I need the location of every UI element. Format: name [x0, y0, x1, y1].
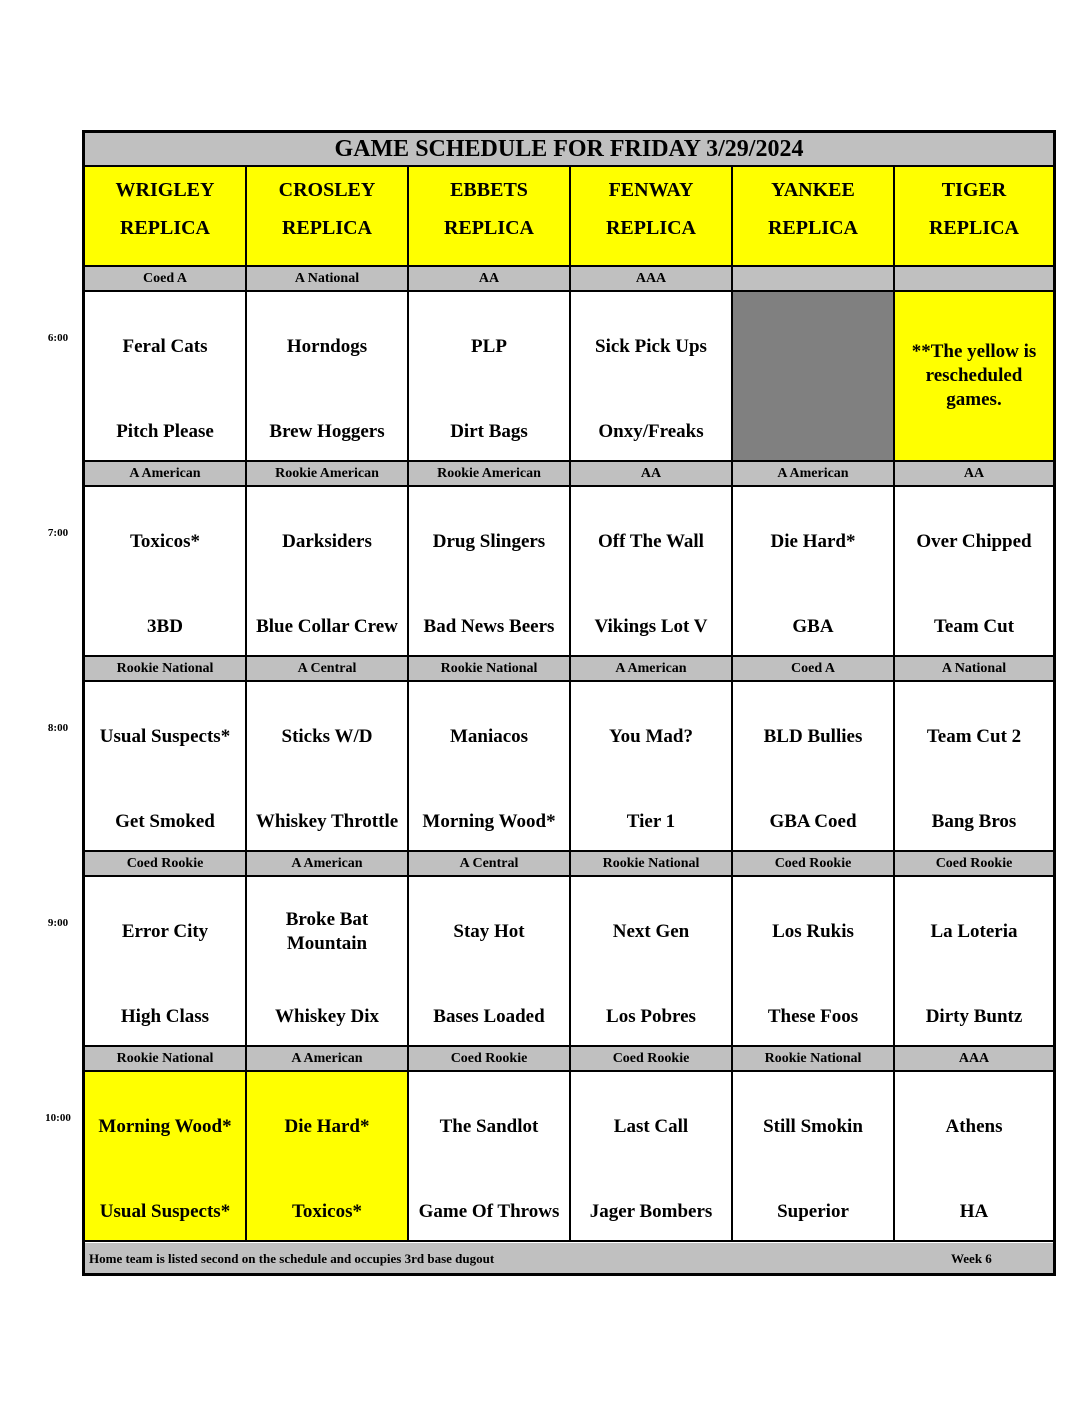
away-team: Morning Wood* [98, 1116, 232, 1137]
division-label [895, 267, 1053, 292]
home-team: Team Cut [933, 616, 1015, 637]
time-label: 8:00 [47, 722, 69, 734]
division-label: Coed A [85, 267, 247, 292]
home-team: 3BD [147, 616, 183, 637]
home-team: Bad News Beers [423, 616, 555, 637]
away-team: Error City [121, 921, 209, 942]
away-team: Maniacos [449, 726, 529, 747]
field-header [733, 167, 895, 267]
away-team: Feral Cats [122, 336, 208, 357]
game-cell [409, 1072, 571, 1242]
home-team: Bases Loaded [433, 1006, 545, 1027]
away-team: Drug Slingers [432, 531, 546, 552]
game-cell [571, 487, 733, 657]
away-team: Off The Wall [598, 531, 704, 552]
division-label: A Central [409, 852, 571, 877]
field-name: TIGER [941, 179, 1007, 201]
game-cell [247, 877, 409, 1047]
time-label: 9:00 [47, 917, 69, 929]
home-team: GBA Coed [769, 811, 857, 832]
game-cell [571, 1072, 733, 1242]
home-team: Whiskey Dix [275, 1006, 379, 1027]
division-label: Coed A [733, 657, 895, 682]
game-cell [733, 682, 895, 852]
away-team: Darksiders [282, 531, 372, 552]
home-team: Los Pobres [606, 1006, 696, 1027]
division-label: AAA [571, 267, 733, 292]
away-team: Usual Suspects* [99, 726, 231, 747]
division-label: A National [247, 267, 409, 292]
home-team: Toxicos* [291, 1201, 363, 1222]
home-team: Get Smoked [115, 811, 215, 832]
time-label: 10:00 [45, 1112, 71, 1124]
away-team: Sick Pick Ups [595, 336, 707, 357]
game-cell [571, 682, 733, 852]
game-cell [85, 1072, 247, 1242]
schedule-footer [85, 1243, 1053, 1273]
game-cell [247, 1072, 409, 1242]
game-cell [247, 682, 409, 852]
home-team: Game Of Throws [418, 1201, 560, 1222]
home-team: High Class [120, 1006, 210, 1027]
home-team-note: Home team is listed second on the schedule and occupies 3rd base dugout [89, 1251, 495, 1266]
game-cell [85, 877, 247, 1047]
division-label: A American [85, 462, 247, 487]
home-team: Onxy/Freaks [598, 421, 704, 442]
home-team: GBA [792, 616, 834, 637]
away-team: Still Smokin [763, 1116, 863, 1137]
schedule-title: GAME SCHEDULE FOR FRIDAY 3/29/2024 [85, 133, 1053, 167]
division-label: A National [895, 657, 1053, 682]
division-label: Rookie American [409, 462, 571, 487]
away-team: Last Call [613, 1116, 689, 1137]
division-label: Coed Rookie [571, 1047, 733, 1072]
game-cell [571, 292, 733, 462]
division-label: Coed Rookie [895, 852, 1053, 877]
home-team: Bang Bros [931, 811, 1017, 832]
home-team: Morning Wood* [422, 811, 556, 832]
division-label: Rookie National [409, 657, 571, 682]
field-subtitle: REPLICA [928, 217, 1019, 239]
division-label: A Central [247, 657, 409, 682]
home-team: Blue Collar Crew [256, 616, 398, 637]
field-name: EBBETS [450, 179, 528, 201]
home-team: Dirty Buntz [925, 1006, 1023, 1027]
field-header [247, 167, 409, 267]
away-team: Athens [945, 1116, 1003, 1137]
schedule-table [82, 130, 1056, 1276]
division-label [733, 267, 895, 292]
division-label: A American [247, 1047, 409, 1072]
home-team: Pitch Please [116, 421, 214, 442]
division-label: AA [895, 462, 1053, 487]
away-team: Team Cut 2 [926, 726, 1022, 747]
field-subtitle: REPLICA [281, 217, 372, 239]
game-cell [409, 487, 571, 657]
game-cell [895, 487, 1053, 657]
away-team: Die Hard* [770, 531, 856, 552]
game-cell [247, 487, 409, 657]
division-label: Rookie American [247, 462, 409, 487]
home-team: HA [959, 1201, 989, 1222]
division-label: Rookie National [733, 1047, 895, 1072]
division-label: A American [571, 657, 733, 682]
game-cell [895, 682, 1053, 852]
division-label: AAA [895, 1047, 1053, 1072]
home-team: Vikings Lot V [594, 616, 708, 637]
field-header [85, 167, 247, 267]
game-cell [247, 292, 409, 462]
field-subtitle: REPLICA [119, 217, 210, 239]
away-team: BLD Bullies [763, 726, 863, 747]
division-label: A American [733, 462, 895, 487]
week-label: Week 6 [951, 1251, 992, 1266]
division-label: AA [571, 462, 733, 487]
game-cell [85, 487, 247, 657]
division-label: Rookie National [85, 1047, 247, 1072]
reschedule-note: **The yellow is rescheduled games. [895, 292, 1053, 462]
division-label: Rookie National [571, 852, 733, 877]
game-cell [409, 682, 571, 852]
home-team: These Foos [767, 1006, 859, 1027]
division-label: Coed Rookie [85, 852, 247, 877]
home-team: Dirt Bags [450, 421, 528, 442]
division-label: Coed Rookie [733, 852, 895, 877]
away-team: You Mad? [609, 726, 693, 747]
field-header [895, 167, 1053, 267]
field-subtitle: REPLICA [767, 217, 858, 239]
home-team: Superior [777, 1201, 849, 1222]
away-team: PLP [471, 336, 507, 357]
away-team: Die Hard* [284, 1116, 370, 1137]
game-cell [895, 1072, 1053, 1242]
game-cell [409, 877, 571, 1047]
away-team: Toxicos* [129, 531, 201, 552]
field-header [571, 167, 733, 267]
away-team: Los Rukis [772, 921, 854, 942]
home-team: Tier 1 [626, 811, 676, 832]
field-name: FENWAY [608, 179, 694, 201]
game-cell [733, 1072, 895, 1242]
field-subtitle: REPLICA [605, 217, 696, 239]
away-team: Horndogs [286, 336, 368, 357]
game-cell [733, 487, 895, 657]
field-header [409, 167, 571, 267]
field-name: YANKEE [771, 179, 855, 201]
away-team: Broke Bat Mountain [285, 909, 369, 954]
game-cell [571, 877, 733, 1047]
time-label: 6:00 [47, 332, 69, 344]
home-team: Brew Hoggers [269, 421, 385, 442]
home-team: Jager Bombers [589, 1201, 713, 1222]
away-team: Over Chipped [916, 531, 1032, 552]
away-team: Sticks W/D [281, 726, 373, 747]
away-team: La Loteria [930, 921, 1018, 942]
game-cell [85, 682, 247, 852]
away-team: The Sandlot [439, 1116, 539, 1137]
home-team: Whiskey Throttle [255, 811, 399, 832]
home-team: Usual Suspects* [99, 1201, 231, 1222]
blocked-cell [733, 292, 895, 462]
field-name: CROSLEY [278, 179, 376, 201]
division-label: A American [247, 852, 409, 877]
game-cell [895, 877, 1053, 1047]
game-cell [733, 877, 895, 1047]
field-name: WRIGLEY [115, 179, 215, 201]
away-team: Next Gen [612, 921, 690, 942]
division-label: AA [409, 267, 571, 292]
game-cell [85, 292, 247, 462]
game-cell [409, 292, 571, 462]
division-label: Coed Rookie [409, 1047, 571, 1072]
time-label: 7:00 [47, 527, 69, 539]
field-subtitle: REPLICA [443, 217, 534, 239]
away-team: Stay Hot [453, 921, 525, 942]
division-label: Rookie National [85, 657, 247, 682]
